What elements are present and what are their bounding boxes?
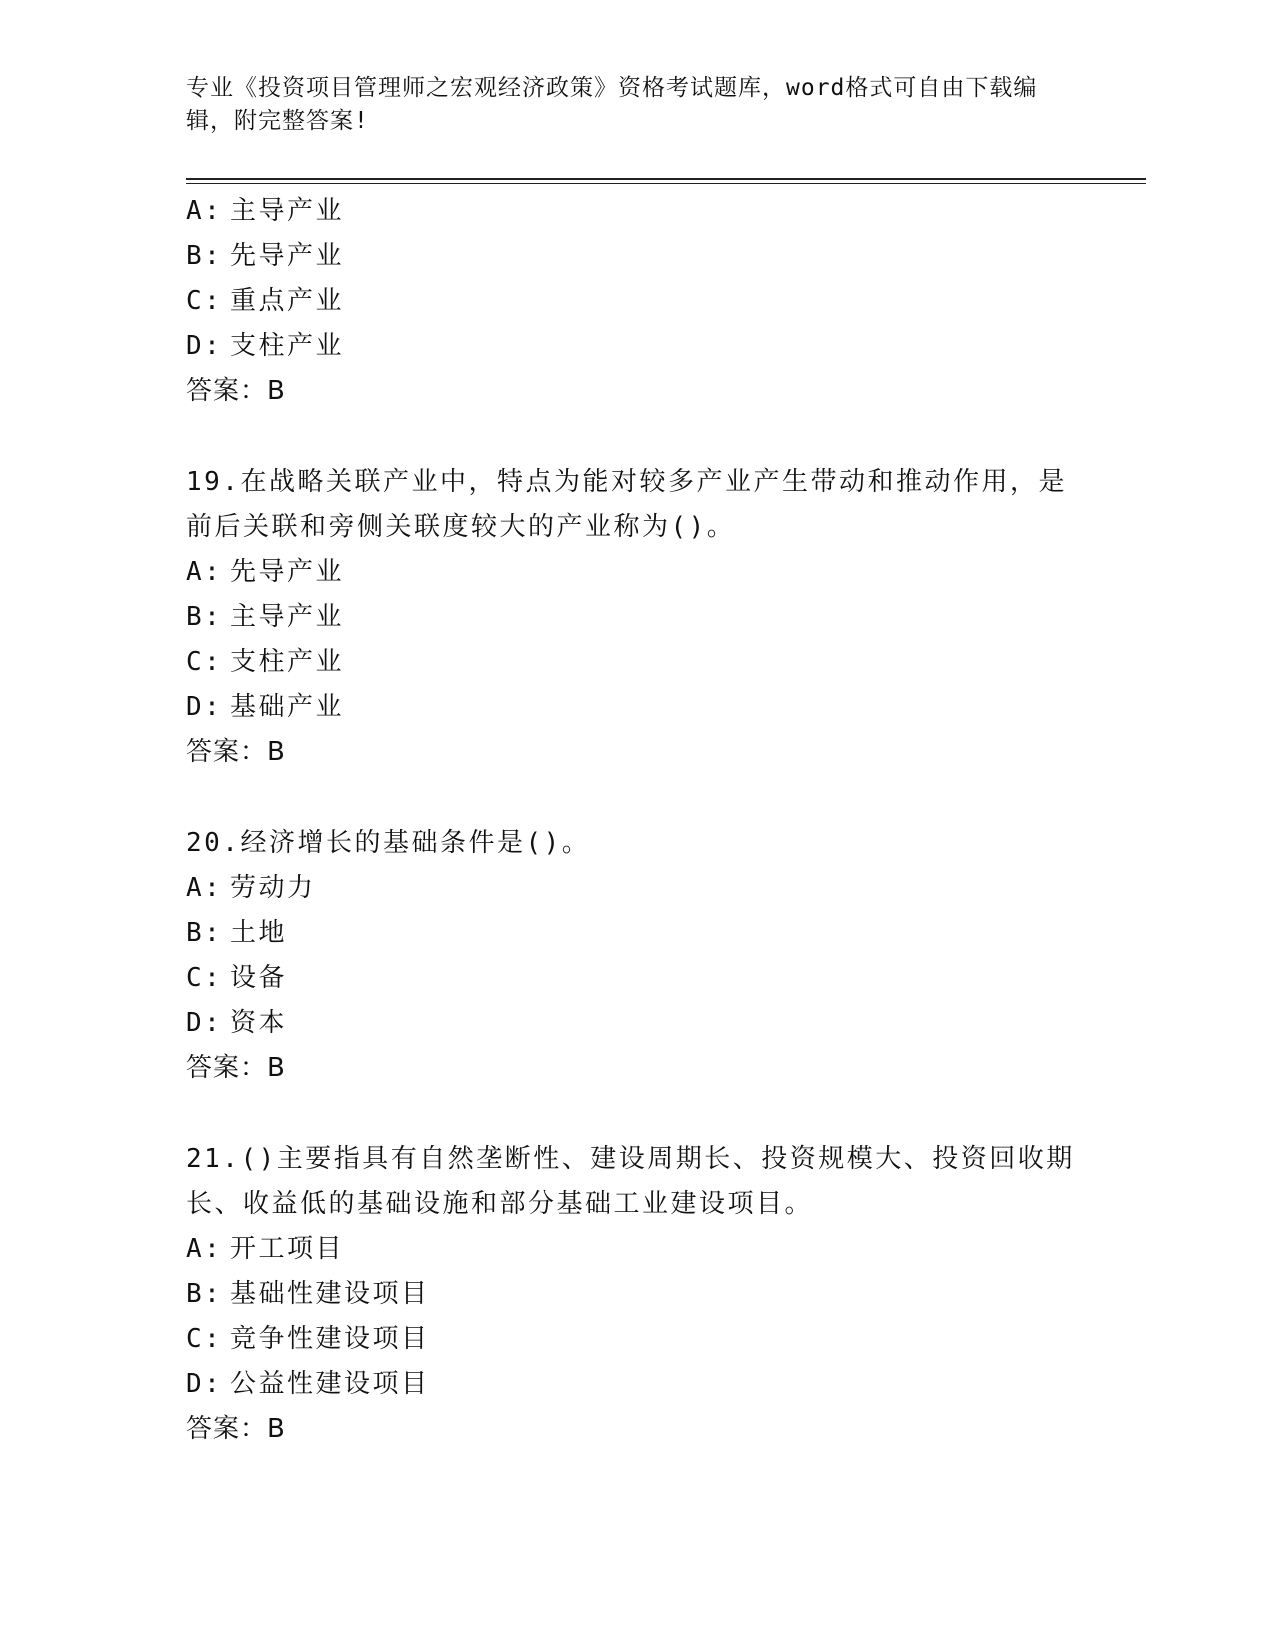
option-text: 开工项目 [230, 1234, 345, 1264]
option-key: C: [186, 647, 223, 677]
option-d [186, 1001, 1086, 1046]
answer-line: 答案：B [186, 1414, 286, 1444]
option-key: C: [186, 963, 223, 993]
option-d [186, 1362, 1086, 1407]
option-c [186, 1317, 1086, 1362]
document-header [186, 72, 1086, 138]
option-a [186, 189, 1086, 234]
option-d [186, 324, 1086, 369]
option-key: B: [186, 602, 223, 632]
option-key: B: [186, 1279, 223, 1309]
option-c [186, 279, 1086, 324]
header-divider [186, 178, 1146, 184]
option-text: 主导产业 [230, 602, 345, 632]
option-text: 先导产业 [230, 557, 345, 587]
option-key: B: [186, 241, 223, 271]
question-18-continued [186, 189, 1086, 414]
answer-line: 答案：B [186, 376, 286, 406]
question-text-line-1: 21.()主要指具有自然垄断性、建设周期长、投资规模大、投资回收期 [186, 1144, 1075, 1174]
option-a [186, 1227, 1086, 1272]
spacer [186, 414, 1086, 460]
question-text-line-1: 20.经济增长的基础条件是()。 [186, 828, 591, 858]
spacer [186, 775, 1086, 821]
question-text-line-2: 前后关联和旁侧关联度较大的产业称为()。 [186, 512, 736, 542]
option-c [186, 956, 1086, 1001]
question-19 [186, 460, 1086, 775]
spacer [186, 1091, 1086, 1137]
header-line-2: 辑，附完整答案! [186, 108, 369, 134]
option-key: D: [186, 692, 223, 722]
option-text: 劳动力 [230, 873, 316, 903]
question-text-line-2: 长、收益低的基础设施和部分基础工业建设项目。 [186, 1189, 814, 1219]
option-text: 重点产业 [230, 286, 345, 316]
option-text: 基础性建设项目 [230, 1279, 430, 1309]
option-d [186, 685, 1086, 730]
option-key: C: [186, 286, 223, 316]
option-a [186, 866, 1086, 911]
option-key: B: [186, 918, 223, 948]
option-key: D: [186, 1008, 223, 1038]
answer-line: 答案：B [186, 1053, 286, 1083]
question-text-line-1: 19.在战略关联产业中，特点为能对较多产业产生带动和推动作用，是 [186, 467, 1067, 497]
option-a [186, 550, 1086, 595]
option-text: 公益性建设项目 [230, 1369, 430, 1399]
option-text: 主导产业 [230, 196, 345, 226]
option-text: 设备 [230, 963, 288, 993]
option-key: C: [186, 1324, 223, 1354]
option-key: A: [186, 196, 223, 226]
option-text: 资本 [230, 1008, 288, 1038]
question-20 [186, 821, 1086, 1091]
header-line-1: 专业《投资项目管理师之宏观经济政策》资格考试题库，word格式可自由下载编 [186, 75, 1038, 101]
question-list [186, 189, 1086, 1452]
option-key: D: [186, 1369, 223, 1399]
option-text: 支柱产业 [230, 647, 345, 677]
option-b [186, 911, 1086, 956]
option-key: A: [186, 557, 223, 587]
question-21 [186, 1137, 1086, 1452]
option-text: 先导产业 [230, 241, 345, 271]
option-text: 基础产业 [230, 692, 345, 722]
option-key: A: [186, 873, 223, 903]
option-b [186, 234, 1086, 279]
option-key: A: [186, 1234, 223, 1264]
document-page [186, 0, 1146, 1650]
option-text: 土地 [230, 918, 288, 948]
option-key: D: [186, 331, 223, 361]
option-b [186, 595, 1086, 640]
option-text: 竞争性建设项目 [230, 1324, 430, 1354]
answer-line: 答案：B [186, 737, 286, 767]
option-c [186, 640, 1086, 685]
option-text: 支柱产业 [230, 331, 345, 361]
option-b [186, 1272, 1086, 1317]
